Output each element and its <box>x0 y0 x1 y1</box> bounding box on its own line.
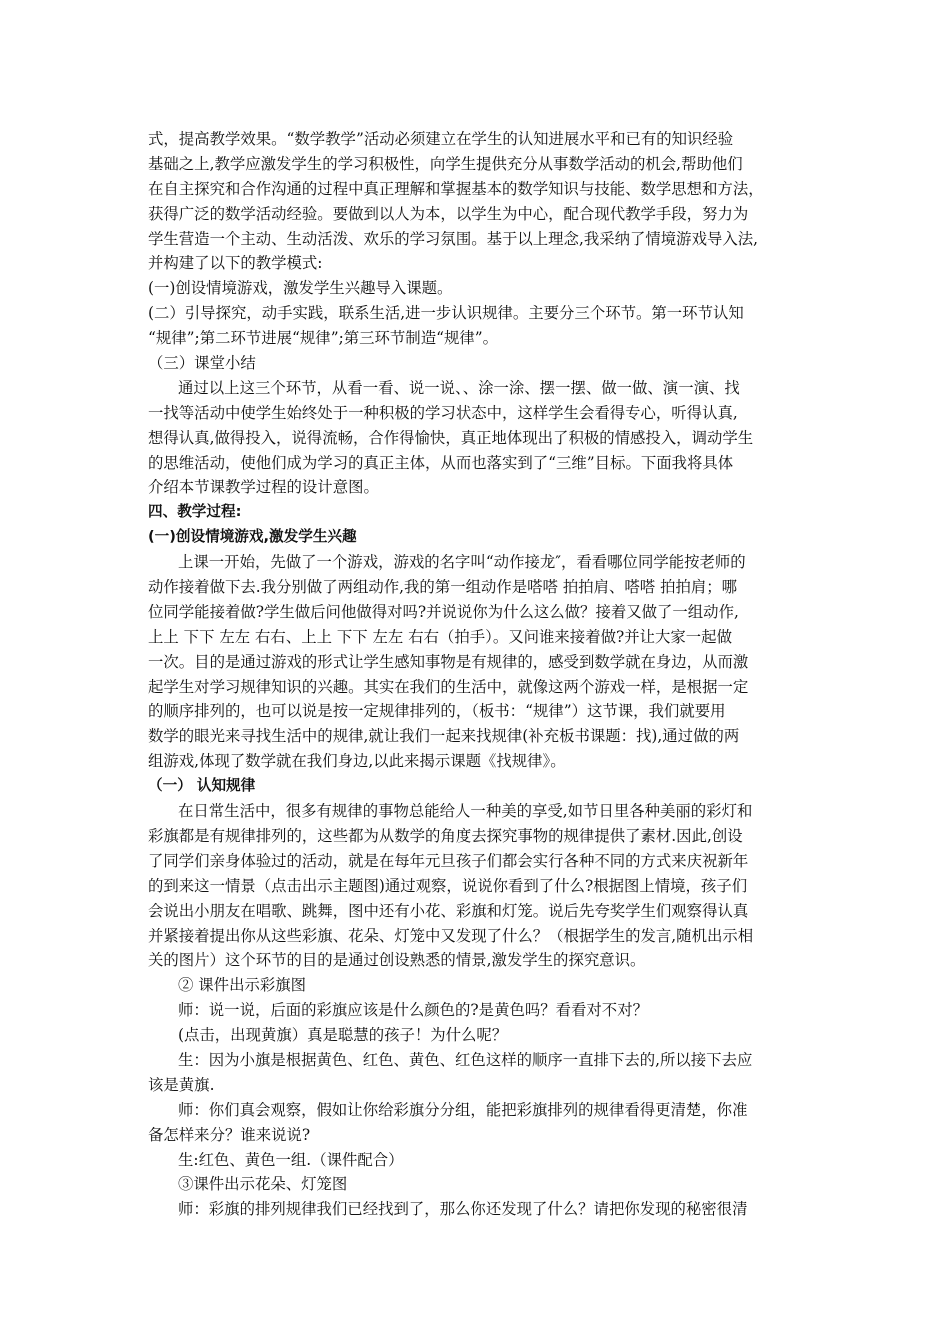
text-line: 位同学能接着做?学生做后问他做得对吗?并说说你为什么这么做？接着又做了一组动作, <box>148 602 739 621</box>
text-line: ③课件出示花朵、灯笼图 <box>178 1175 348 1194</box>
document-page <box>148 127 818 1222</box>
text-line: (二）引导探究，动手实践，联系生活,进一步认识规律。主要分三个环节。第一环节认知 <box>148 304 744 323</box>
text-line: (一)创设情境游戏，激发学生兴趣导入课题。 <box>148 279 453 298</box>
text-line: 的思维活动，使他们成为学习的真正主体，从而也落实到了“三维”目标。下面我将具体 <box>148 453 734 472</box>
text-line: 通过以上这三个环节，从看一看、说一说、、涂一涂、摆一摆、做一做、演一演、找 <box>178 378 740 397</box>
text-line: 获得广泛的数学活动经验。要做到以人为本，以学生为中心，配合现代教学手段，努力为 <box>148 204 749 223</box>
text-line: 在日常生活中，很多有规律的事物总能给人一种美的享受,如节日里各种美丽的彩灯和 <box>178 802 753 821</box>
text-line: 会说出小朋友在唱歌、跳舞，图中还有小花、彩旗和灯笼。说后先夸奖学生们观察得认真 <box>148 901 749 920</box>
text-line: 一次。目的是通过游戏的形式让学生感知事物是有规律的，感受到数学就在身边，从而激 <box>148 652 749 671</box>
text-line: 生:红色、黄色一组.（课件配合） <box>178 1150 404 1169</box>
text-line: 介绍本节课教学过程的设计意图。 <box>148 478 379 497</box>
text-line: 彩旗都是有规律排列的，这些都为从数学的角度去探究事物的规律提供了素材.因此,创设 <box>148 826 743 845</box>
text-line: 并紧接着提出你从这些彩旗、花朵、灯笼中又发现了什么？（根据学生的发言,随机出示相 <box>148 926 754 945</box>
text-line: 学生营造一个主动、生动活泼、欢乐的学习氛围。基于以上理念,我采纳了情境游戏导入法, <box>148 229 759 248</box>
text-line: 组游戏,体现了数学就在我们身边,以此来揭示课题《找规律》。 <box>148 752 566 771</box>
text-line: 师：你们真会观察，假如让你给彩旗分分组，能把彩旗排列的规律看得更清楚，你准 <box>178 1100 748 1119</box>
text-line: 式，提高教学效果。“数学教学”活动必须建立在学生的认知进展水平和已有的知识经验 <box>148 130 734 148</box>
text-line: 关的图片）这个环节的目的是通过创设熟悉的情景,激发学生的探究意识。 <box>148 951 646 970</box>
text-line: 的到来这一情景（点击出示主题图)通过观察，说说你看到了什么?根据图上情境，孩子们 <box>148 876 748 895</box>
text-line: 上上 下下 左左 右右、上上 下下 左左 右右（拍手）。又问谁来接着做?并让大家一起做 <box>148 627 732 646</box>
text-line: 起学生对学习规律知识的兴趣。其实在我们的生活中，就像这两个游戏一样，是根据一定 <box>148 677 749 696</box>
text-line: 该是黄旗. <box>148 1075 215 1094</box>
text-line: 想得认真,做得投入，说得流畅，合作得愉快，真正地体现出了积极的情感投入，调动学生 <box>148 428 754 447</box>
text-line: 上课一开始，先做了一个游戏，游戏的名字叫“动作接龙″，看看哪位同学能按老师的 <box>178 553 746 572</box>
section-heading: 四、教学过程: <box>148 503 242 521</box>
text-line: 在自主探究和合作沟通的过程中真正理解和掌握基本的数学知识与技能、数学思想和方法， <box>148 179 764 198</box>
text-line: （三）课堂小结 <box>148 354 256 373</box>
text-line: “规律”;第二环节进展“规律”;第三环节制造“规律”。 <box>148 329 499 348</box>
text-line: 师：彩旗的排列规律我们已经找到了，那么你还发现了什么？请把你发现的秘密很清 <box>178 1200 748 1219</box>
text-line: 生：因为小旗是根据黄色、红色、黄色、红色这样的顺序一直排下去的,所以接下去应 <box>178 1050 753 1069</box>
text-line: 备怎样来分？谁来说说? <box>148 1125 311 1144</box>
text-line: 师：说一说，后面的彩旗应该是什么颜色的?是黄色吗？看看对不对？ <box>178 1001 648 1020</box>
section-heading: （一） 认知规律 <box>148 777 256 795</box>
section-heading: (一)创设情境游戏,激发学生兴趣 <box>148 528 357 546</box>
text-line: 了同学们亲身体验过的活动，就是在每年元旦孩子们都会实行各种不同的方式来庆祝新年 <box>148 851 749 870</box>
text-line: 一找等活动中使学生始终处于一种积极的学习状态中，这样学生会看得专心，听得认真, <box>148 403 738 422</box>
text-line: 动作接着做下去.我分别做了两组动作,我的第一组动作是嗒嗒 拍拍肩、嗒嗒 拍拍肩；哪 <box>148 578 738 597</box>
text-line: 数学的眼光来寻找生活中的规律,就让我们一起来找规律(补充板书课题：找),通过做的两 <box>148 727 740 746</box>
text-line: ② 课件出示彩旗图 <box>178 976 307 995</box>
text-line: 并构建了以下的教学模式: <box>148 254 323 273</box>
text-line: 基础之上,教学应激发学生的学习积极性，向学生提供充分从事数学活动的机会,帮助他们 <box>148 154 743 173</box>
text-line: (点击，出现黄旗）真是聪慧的孩子！为什么呢？ <box>178 1026 508 1045</box>
text-line: 的顺序排列的，也可以说是按一定规律排列的，（板书：“规律”）这节课，我们就要用 <box>148 702 726 721</box>
